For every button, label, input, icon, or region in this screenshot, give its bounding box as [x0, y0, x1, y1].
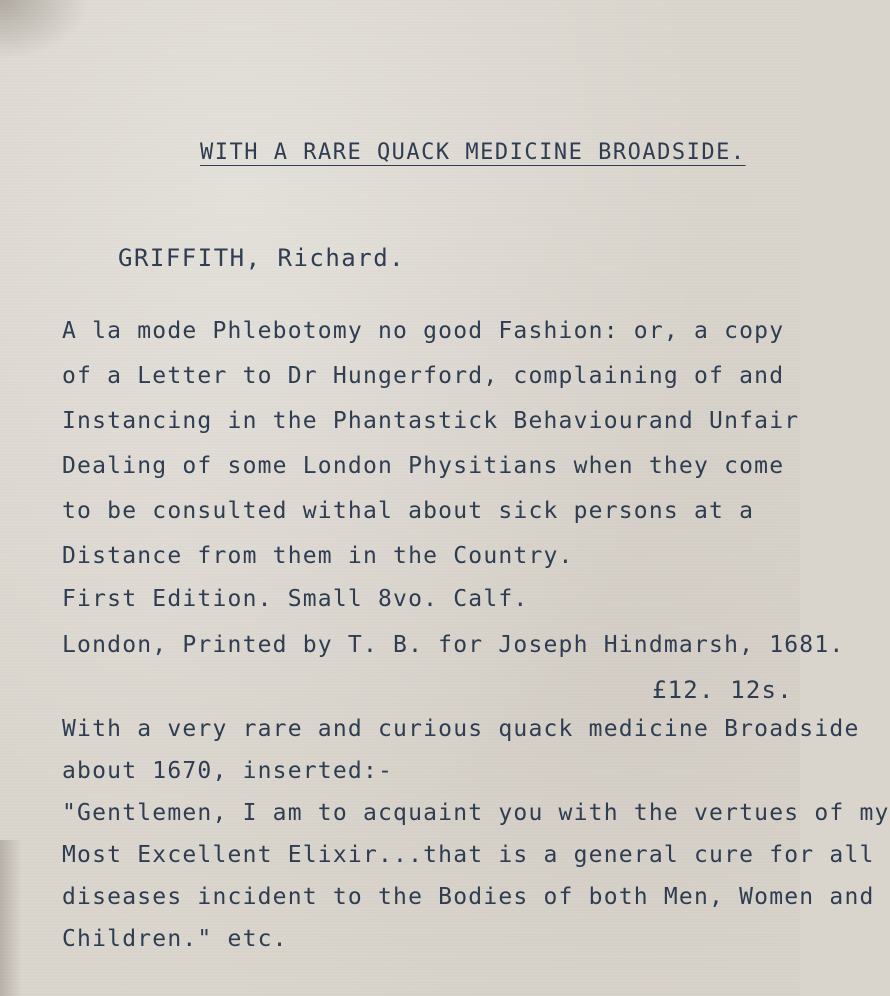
edition-line: First Edition. Small 8vo. Calf.	[62, 586, 529, 612]
title-line: A la mode Phlebotomy no good Fashion: or, a copy	[62, 318, 785, 344]
note-line: Children." etc.	[62, 926, 288, 952]
title-line: to be consulted withal about sick persons at a	[62, 498, 755, 524]
price: £12. 12s.	[652, 676, 793, 704]
note-line: Most Excellent Elixir...that is a general cure for all	[62, 842, 875, 868]
page-corner-shadow	[0, 0, 90, 60]
title-line: Dealing of some London Physitians when they come	[62, 453, 785, 479]
title-line: of a Letter to Dr Hungerford, complaining of and	[62, 363, 785, 389]
note-line: diseases incident to the Bodies of both Men, Women and	[62, 884, 875, 910]
title-line: Distance from them in the Country.	[62, 543, 574, 569]
note-line: With a very rare and curious quack medicine Broadside	[62, 716, 860, 742]
heading: WITH A RARE QUACK MEDICINE BROADSIDE.	[200, 140, 746, 165]
note-line: "Gentlemen, I am to acquaint you with the vertues of my	[62, 800, 890, 826]
title-line: Instancing in the Phantastick Behaviourand Unfair	[62, 408, 800, 434]
author: GRIFFITH, Richard.	[118, 244, 406, 272]
page-edge-shadow	[0, 840, 22, 996]
imprint-line: London, Printed by T. B. for Joseph Hindmarsh, 1681.	[62, 632, 845, 658]
note-line: about 1670, inserted:-	[62, 758, 394, 784]
